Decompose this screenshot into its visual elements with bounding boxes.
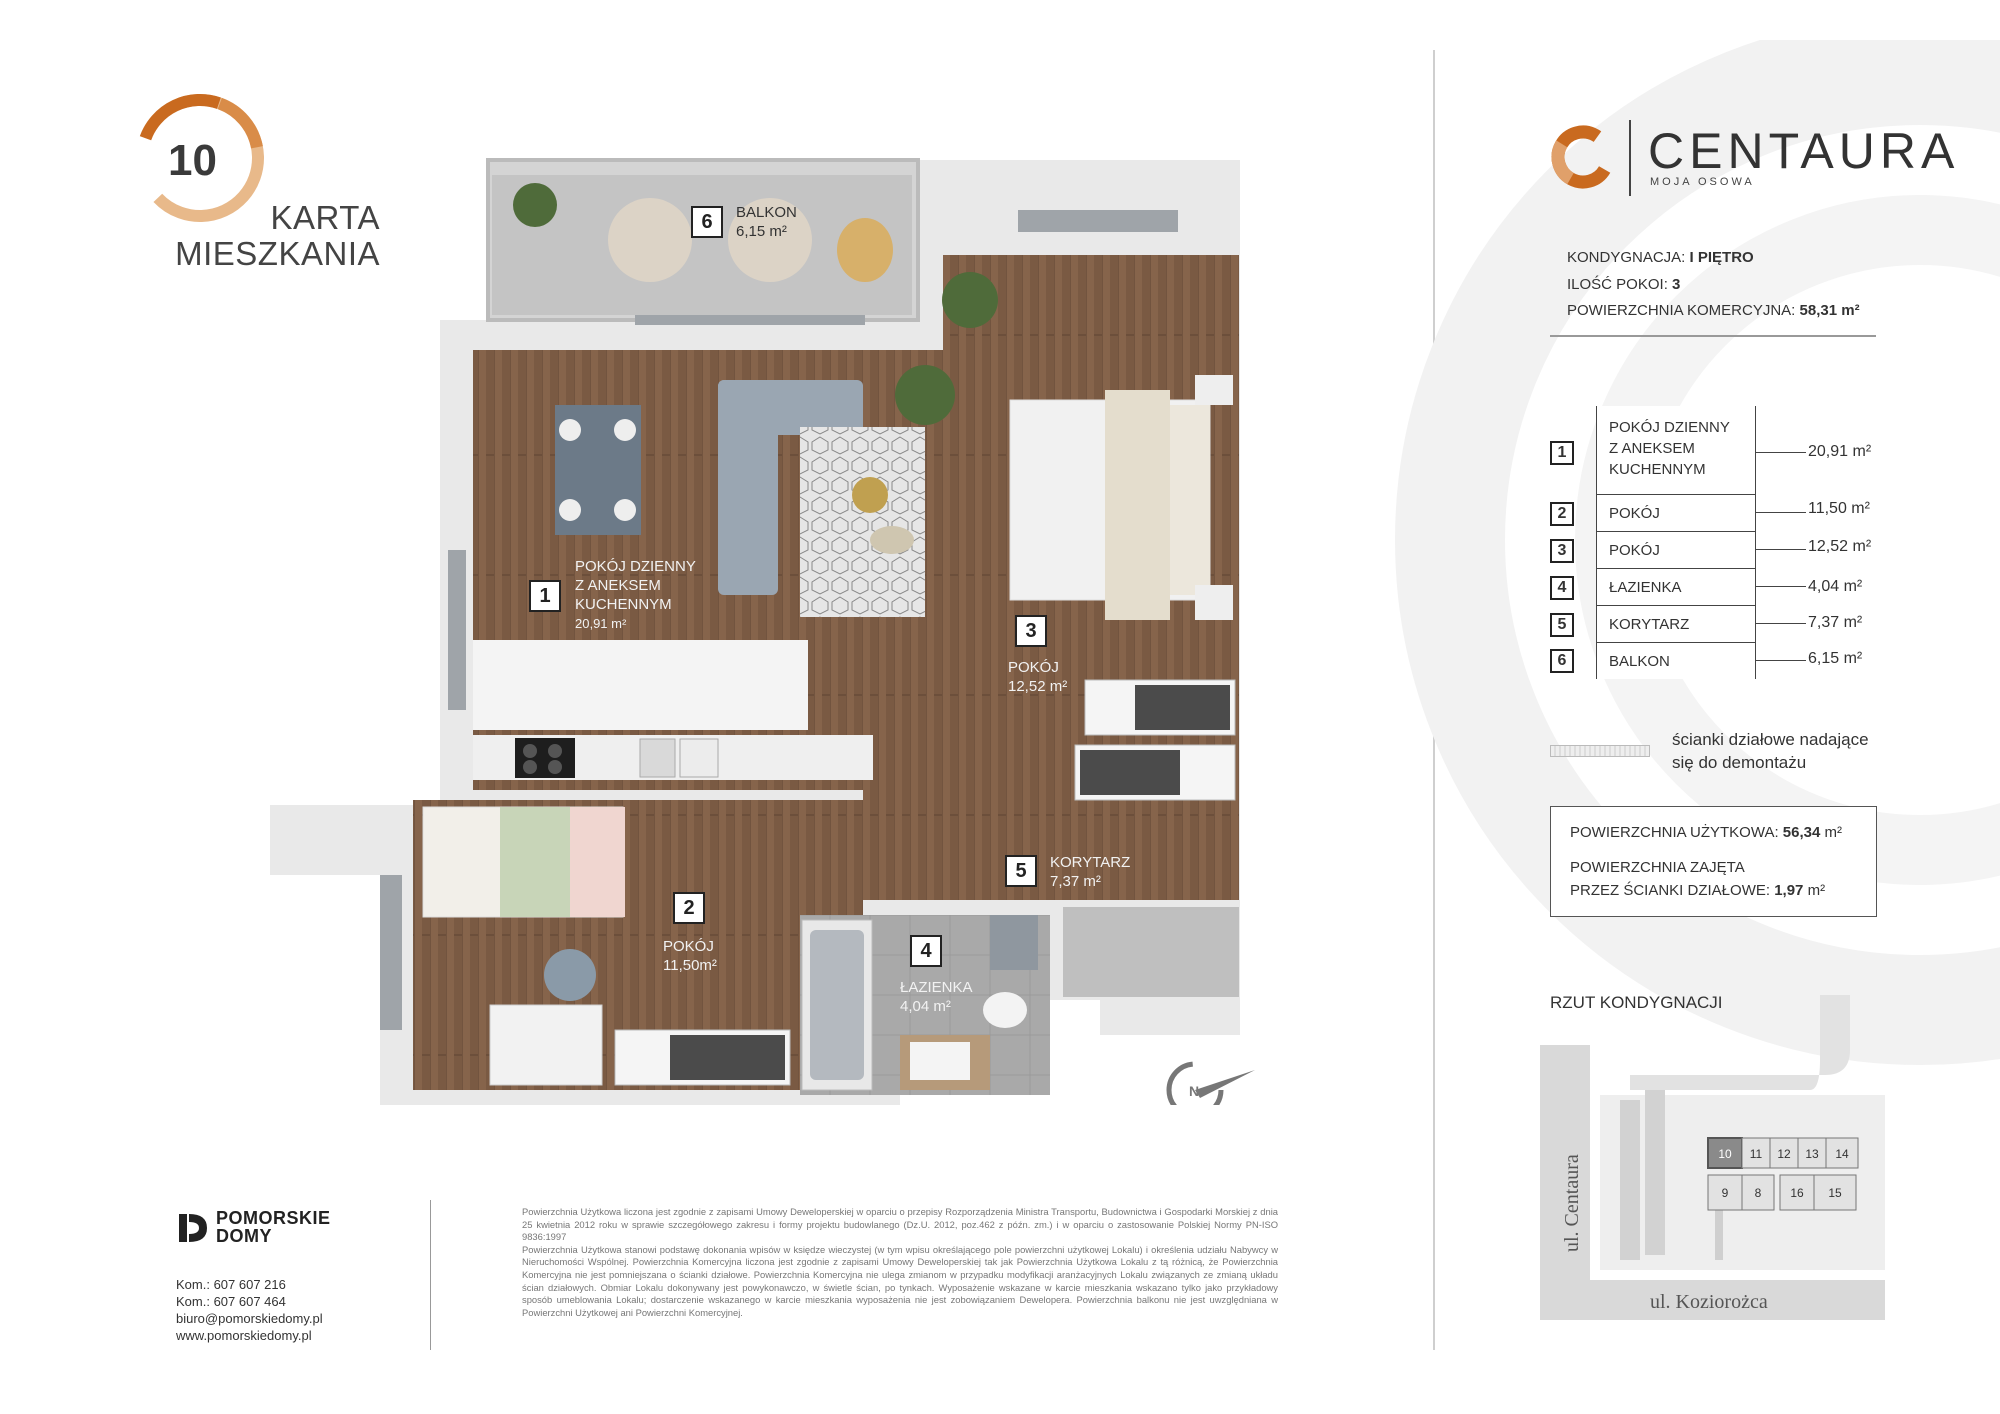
- legal-disclaimer: [522, 1206, 1278, 1319]
- plan-tag-4: 4: [910, 935, 942, 967]
- room-table-num: 5: [1550, 613, 1574, 637]
- room-table-num: 6: [1550, 649, 1574, 673]
- plan-label-living-line3: KUCHENNYM: [575, 596, 672, 613]
- room-table-num: 2: [1550, 502, 1574, 526]
- footer-separator: [430, 1200, 431, 1350]
- room-table-leader: [1756, 660, 1806, 661]
- site-unit-label: 8: [1754, 1186, 1762, 1200]
- room-table-leader: [1756, 586, 1806, 587]
- developer-phone-2: Kom.: 607 607 464: [176, 1294, 286, 1309]
- walls-area: [1570, 882, 1825, 899]
- room-table-num: 1: [1550, 441, 1574, 465]
- site-unit-label: 14: [1835, 1147, 1849, 1161]
- developer-name: [216, 1209, 331, 1245]
- site-unit-label: 9: [1721, 1186, 1729, 1200]
- site-unit-label: 10: [1718, 1147, 1732, 1161]
- plan-label-living-line1: POKÓJ DZIENNY: [575, 558, 696, 575]
- developer-name-line2: DOMY: [216, 1226, 272, 1246]
- plan-label-corridor: [1050, 853, 1130, 891]
- plan-label-corridor-area: 7,37 m²: [1050, 873, 1101, 890]
- disclaimer-paragraph-2: Powierzchnia Użytkowa stanowi podstawę dokonania wpisów w księdze wieczystej (w tym wpisu określającego pole powierzchni użytkowej Lokalu) i określenia udziału Nabywcy w Nieruchomości Wspólnej. Powierzchnia Komercyjna liczona jest zgodnie z zapisami Umowy Deweloperskiej tak jak Powierzchnia Użytkowa Lokalu z tą różnicą, że Powierzchnia Komercyjna nie jest pomniejszana o ścianki działowe. Powierzchnia Komercyjna nie ulega zmianom w przypadku modyfikacji aranżacyjnych Lokalu związanych ze zmianą układu ścian działowych. Obmiar Lokalu dokonywany jest powykonawczo, w świetle ścian, po tynkach. Wyposażenie wskazane w karcie mieszkania wskazano tylko jako przykładowy sposób umeblowania Lokalu; dostarczenie wskazanego w karcie mieszkania wyposażenia nie jest zobowiązaniem Dewelopera. Powierzchnia balkonu nie jest uwzględniana w Powierzchni Użytkowej ani Powierzchni Komercyjnej.: [522, 1243, 1278, 1318]
- walls-area-unit: m²: [1807, 882, 1826, 899]
- room-table-area: 7,37 m²: [1808, 614, 1863, 631]
- plan-label-room2-name: POKÓJ: [663, 938, 714, 955]
- site-plan-map: [1530, 990, 1890, 1340]
- room-table-leader: [1756, 623, 1806, 624]
- plan-label-corridor-name: KORYTARZ: [1050, 854, 1131, 871]
- plan-label-living-line2: Z ANEKSEM: [575, 577, 661, 594]
- walls-area-label-line2: PRZEZ ŚCIANKI DZIAŁOWE:: [1570, 882, 1771, 899]
- room-table-name: KORYTARZ: [1596, 606, 1756, 642]
- card-title-line1: KARTA: [270, 199, 380, 236]
- plan-label-bathroom-name: ŁAZIENKA: [900, 979, 973, 996]
- legend-line1: ścianki działowe nadające: [1672, 730, 1869, 749]
- room-table-area: 6,15 m²: [1808, 650, 1863, 667]
- disclaimer-paragraph-1: Powierzchnia Użytkowa liczona jest zgodnie z zapisami Umowy Deweloperskiej w oparciu o przepisy Rozporządzenia Ministra Transportu, Budownictwa i Gospodarki Morskiej z dnia 25 kwietnia 2012 roku w sprawie szczegółowego zakresu i formy projektu budowlanego (Dz.U. 2012, poz.462 z późn. zm.) i w oparciu o zastosowanie Polskiej Normy PN-ISO 9836:1997: [522, 1206, 1278, 1243]
- svg-text:N: N: [1189, 1083, 1200, 1099]
- room-table-num: 3: [1550, 539, 1574, 563]
- floor-plan-drawing: [270, 155, 1270, 1105]
- plan-tag-3: 3: [1015, 615, 1047, 647]
- room-table-area: 11,50 m²: [1808, 500, 1870, 517]
- plan-tag-2: 2: [673, 892, 705, 924]
- pomorskie-domy-logo-icon: [175, 1210, 211, 1246]
- room-table-area: 4,04 m²: [1808, 578, 1863, 595]
- info-rooms-value: 3: [1672, 276, 1681, 293]
- brand-name: CENTAURA: [1648, 123, 1960, 179]
- compass-icon: [1169, 1064, 1255, 1105]
- plan-label-room2: [663, 937, 717, 975]
- developer-name-line1: POMORSKIE: [216, 1208, 331, 1228]
- info-commercial-label: POWIERZCHNIA KOMERCYJNA:: [1567, 302, 1796, 319]
- plan-label-room3: [1008, 658, 1067, 696]
- site-unit-label: 11: [1749, 1147, 1763, 1161]
- site-plan-title: RZUT KONDYGNACJI: [1550, 993, 1723, 1012]
- room-table-name-line2: Z ANEKSEM: [1609, 440, 1695, 457]
- room-table-num: 4: [1550, 576, 1574, 600]
- walls-area-label-line1: POWIERZCHNIA ZAJĘTA: [1570, 859, 1745, 876]
- plan-label-bathroom: [900, 978, 973, 1016]
- room-table-name: BALKON: [1596, 643, 1756, 679]
- walls-area-value: 1,97: [1774, 882, 1804, 899]
- room-table-leader: [1756, 452, 1806, 453]
- room-table-name-line1: POKÓJ DZIENNY: [1609, 419, 1730, 436]
- plan-label-room2-area: 11,50m²: [663, 957, 717, 974]
- developer-website[interactable]: www.pomorskiedomy.pl: [176, 1328, 312, 1343]
- street-label-koziorozca: ul. Koziorożca: [1650, 1291, 1768, 1313]
- plan-tag-1: 1: [529, 580, 561, 612]
- plan-label-living: [575, 557, 696, 633]
- usable-area-unit: m²: [1824, 824, 1843, 841]
- site-unit-label: 13: [1805, 1147, 1819, 1161]
- info-floor: [1567, 249, 1754, 266]
- plan-label-balcony-area: 6,15 m²: [736, 223, 787, 240]
- plan-label-room3-area: 12,52 m²: [1008, 678, 1068, 695]
- removable-wall-legend: [1672, 728, 1912, 774]
- brand-subtitle: MOJA OSOWA: [1650, 176, 1755, 188]
- removable-wall-legend-swatch: [1550, 745, 1650, 757]
- info-rule: [1550, 335, 1876, 337]
- room-table-area: 20,91 m²: [1808, 443, 1872, 460]
- apartment-number: 10: [168, 136, 217, 185]
- site-unit-label: 15: [1828, 1186, 1842, 1200]
- legend-line2: się do demontażu: [1672, 753, 1807, 772]
- developer-email[interactable]: biuro@pomorskiedomy.pl: [176, 1311, 323, 1326]
- plan-tag-6: 6: [691, 206, 723, 238]
- info-floor-label: KONDYGNACJA:: [1567, 249, 1686, 266]
- plan-label-balcony: [736, 203, 797, 241]
- plan-label-room3-name: POKÓJ: [1008, 659, 1059, 676]
- centaura-logo-icon: [1550, 124, 1616, 190]
- room-table-name: ŁAZIENKA: [1596, 569, 1756, 605]
- plan-label-balcony-name: BALKON: [736, 204, 797, 221]
- info-commercial-area: [1567, 302, 1860, 319]
- plan-tag-5: 5: [1005, 855, 1037, 887]
- room-table-leader: [1756, 549, 1806, 550]
- room-table-name: [1596, 406, 1756, 494]
- logo-separator: [1629, 120, 1631, 196]
- plan-label-bathroom-area: 4,04 m²: [900, 998, 951, 1015]
- card-title-line2: MIESZKANIA: [175, 235, 380, 272]
- room-table-name-line3: KUCHENNYM: [1609, 461, 1706, 478]
- info-floor-value: I PIĘTRO: [1689, 249, 1754, 266]
- info-rooms-label: ILOŚĆ POKOI:: [1567, 276, 1668, 293]
- info-commercial-value: 58,31 m²: [1799, 302, 1860, 319]
- room-table-name: POKÓJ: [1596, 532, 1756, 568]
- plan-label-living-area: 20,91 m²: [575, 616, 627, 631]
- usable-area-value: 56,34: [1782, 824, 1821, 841]
- room-table-area: 12,52 m²: [1808, 538, 1872, 555]
- site-unit-label: 16: [1790, 1186, 1804, 1200]
- floor-plan: [270, 155, 1270, 1105]
- usable-area: [1570, 824, 1842, 841]
- street-label-centaura: ul. Centaura: [1561, 1154, 1583, 1252]
- info-rooms: [1567, 276, 1680, 293]
- usable-area-label: POWIERZCHNIA UŻYTKOWA:: [1570, 824, 1779, 841]
- site-unit-label: 12: [1777, 1147, 1791, 1161]
- developer-phone-1: Kom.: 607 607 216: [176, 1277, 286, 1292]
- room-table-leader: [1756, 512, 1806, 513]
- room-table-name: POKÓJ: [1596, 495, 1756, 531]
